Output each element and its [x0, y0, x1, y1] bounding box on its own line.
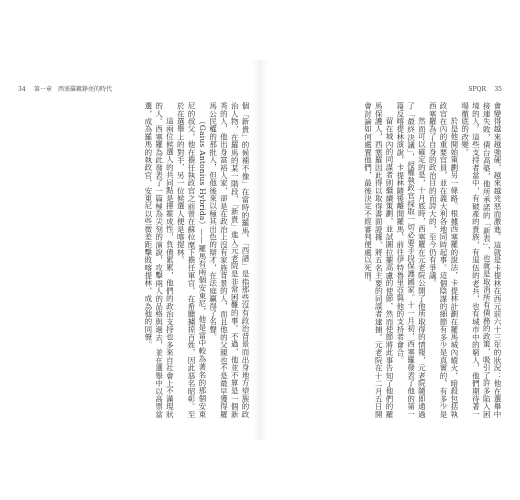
right-paragraph: 於是他開始策劃另一條路。根據西塞羅的說法，卡提林計劃在羅馬城內縱火，暗殺包括執政官在內的重要官員，並在義大利各地同時起事。這個陰謀的細節有多少是真實的，有多少是西塞羅為了自身的政治目的而誇大的，至今仍有爭議。	[428, 102, 459, 418]
left-paragraph: 這兩位候選人的共同點是揮霍成性，負債累累，他們的政治支持也多來自社會上不滿現狀的人。西塞羅為此發表了一篇極為尖刻的演說，攻擊兩人的品格與過去，並在選舉中以高票當選，成為羅馬的執政官，安東尼以些微差距擊敗喀提林，成為他的同僚。	[143, 102, 175, 418]
right-page	[270, 84, 502, 422]
left-page-number: 34	[18, 86, 26, 93]
left-paragraph: （Gaius Antonius Hybrida）——羅馬有兩個安東尼，他是當中較為著名的那個安東尼的叔父，他在擔任執政官之前曾在蘇拉麾下擔任軍官，在希臘擄掠百姓，因此惡名昭彰。至於在選舉上的對手，另一位候選人便是喀提林。	[176, 102, 207, 418]
right-page-number: 35	[494, 86, 502, 93]
right-page-header	[270, 84, 502, 96]
right-paragraph: 會變得越來越強硬，越來越兇惡而激進。這就是卡提林在西元前六十三年的狀況：他在選舉中接連失敗，債台高築，他所承諾的「新表」，也就是取消所有債務的政策，吸引了許多陷入困境的人。這些支持者當中，有破產的貴族，有退伍的老兵，也有城市中的窮人，他們期待著一場徹底的改變。	[460, 102, 502, 418]
left-paragraph: 個「新貴」的候補不像」在當時的羅馬，「西譜」是指那些沒有政治背景而出身地方望族的政治人物，在羅馬的某一階段，「新貴」進入元老院是非常困難的事。不過，他並不算是一個新秀的人，他出身富裕人家，卻是在政治上沒有家族背景的人，而且他的父親也不是最早獲得羅馬公民權的那批人，但他後來以極其出色的辯才，在法庭贏得了名聲。	[208, 102, 250, 418]
right-paragraph: 留在城內的同謀者則繼續策劃，並試圖拉攏高盧的使節，然而使節將此事告知了他們的羅馬保護人，西塞羅因此得以取得書面證據，將五名主要的同謀者逮捕。元老院在十二月五日開會討論如何處置他們，最後決定不經審判便處以死刑。	[363, 102, 395, 418]
right-page-body	[270, 102, 502, 418]
left-chapter-label: 第一章	[34, 86, 53, 93]
left-page-header	[18, 84, 250, 96]
left-page	[18, 84, 250, 422]
right-paragraph: 然而可以確定的是，十月底時，西塞羅在元老院公開了他所取得的情報，元老院隨即通過了「最終決議」，授權執政官採取一切必要手段保護國家。十一月初，西塞羅發表了他的第一篇反喀提林演說，卡提林隨後離開羅馬，前往伊特魯里亞與他的支持者會合。	[395, 102, 427, 418]
left-page-body	[18, 102, 250, 418]
right-running-title: SPQR	[468, 86, 486, 93]
left-chapter-title: 西塞羅鍍錚亮的時代	[58, 86, 113, 93]
book-gutter	[252, 60, 268, 440]
